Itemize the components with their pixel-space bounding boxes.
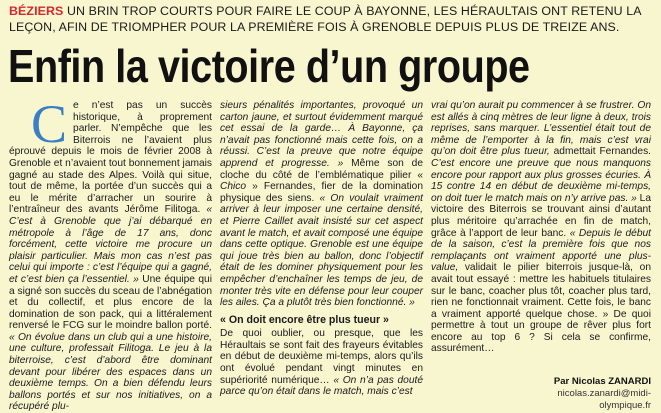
quote-text: « C’est à Grenoble que j’ai débarqué en métropole à l’âge de 17 ans, donc forcément, cette victoire me procure un plaisir particulier. Mais mon cas n’est pas celui qui importe : c’est l’équipe qui a gagné, et c’est bien ça l’essentiel. » — [9, 204, 212, 285]
paragraph — [220, 328, 423, 398]
article-column-1 — [9, 94, 212, 413]
article-column-3 — [431, 100, 651, 400]
paragraph-text: La victoire des Biterrois se trouvant ainsi d’autant plus méritoire qu’arrachée en fin de match, grâce à l’apport de leur banc. — [431, 192, 652, 239]
quote-text: « On n’a pas douté parce qu’on était dans le match, mais c’est — [220, 374, 423, 398]
paragraph-text: validait le pilier biterrois jusque-là, on avait tout essayé : mettre les habituels titulaires sur le banc, coacher plus tôt, coacher plus tard, rien ne fonctionnait vraiment. Cette fois, le banc a vraiment apporté quelque chose. » — [431, 262, 651, 320]
quote-text: « Depuis le début de la saison, c’est la première fois que nos remplaçants ont vraiment apporté une plus-value, — [431, 227, 651, 274]
paragraph-opening — [9, 94, 212, 413]
article-headline: Enfin la victoire d’un groupe — [8, 40, 530, 92]
paragraph-text: De quoi oublier, ou presque, que les Héraultais se sont fait des frayeurs évitables en début de deuxième mi-temps, alors qu’ils ont évolué pendant vingt minutes en supériorité numérique… — [220, 328, 423, 386]
quote-text: sieurs pénalités importantes, provoqué un carton jaune, et surtout évidemment marqué cet essai de la garde… À Bayonne, ça n’avait pas fonctionné mais cette fois, on a réussi. C’est la preuve que notre équipe apprend et progresse. » — [220, 100, 423, 169]
byline: Par Nicolas ZANARDI — [553, 376, 651, 387]
quote-text: vrai qu’on aurait pu commencer à se frustrer. On est allés à cinq mètres de leur ligne à deux, trois reprises, sans marquer. L’essentiel était tout de même de l’emporter à la fin, mais c’est vrai qu’on doit être plus tueur, — [431, 100, 651, 158]
paragraph-text: » Fernandes, fier de la domination physique des siens. — [220, 181, 423, 204]
kicker-location: BÉZIERS — [9, 4, 64, 18]
paragraph-text: admettait Fernandes. — [549, 146, 651, 158]
article-kicker — [9, 4, 654, 35]
kicker-text: UN BRIN TROP COURTS POUR FAIRE LE COUP À BAYONNE, LES HÉRAULTAIS ONT RETENU LA LEÇON, AFIN DE TRIOMPHER POUR LA PREMIÈRE FOIS À GRENOBLE DEPUIS PLUS DE TREIZE ANS. — [9, 4, 641, 34]
drop-cap: C — [31, 94, 68, 154]
paragraph-text: e n’est pas un succès historique, à proprement parler. N’empêche que les Biterrois ne l’avaient plus éprouvé depuis le mois de février 2008 à Grenoble et n’avaient tout bonnement jamais gagné au stade des Alpes. Voilà qui situe, tout de même, la portée d’un succès qui a eu le mérite d’arracher un sourire à l’entraîneur des avants Jérôme Filitoga. — [9, 100, 212, 216]
paragraph-text: Même son de cloche du côté de l’emblématique pilier « — [220, 157, 423, 181]
article-signature — [511, 376, 651, 412]
subheading: « On doit encore être plus tueur » — [220, 313, 389, 326]
quote-text: « On évolue dans un club qui a une histoire, une culture, professait Filitoga. Le jeu à la biterroise, c’est d’abord être dominant devant pour libérer des espaces dans un deuxième temps. On a bien défendu leurs ballons portés et sur nos initiatives, on a récupéré plu- — [9, 331, 212, 413]
quote-text: « On voulait vraiment arriver à leur imposer une certaine densité, et Pierre Caillet avait insisté sur cet aspect avant le match, et avait composé une équipe dans cette optique. Grenoble est une équipe qui joue très bien au ballon, donc l’objectif était de les dominer physiquement pour les empêcher d’enchaîner les temps de jeu, de monter très vite en défense pour leur couper les ailes. Ça a plutôt très bien fonctionné. » — [220, 192, 424, 309]
paragraph-text: De quoi permettre à tout un groupe de rêver plus fort encore au top 6 ? Si cela se confirme, assurément… — [431, 308, 651, 355]
quote-text: C’est encore une preuve que nous manquons encore pour rapport aux plus grosses écuries. À 15 contre 14 en début de deuxième mi-temps, on doit tuer le match mais on n’y arrive pas. » — [431, 157, 651, 204]
paragraph-text: Une équipe qui a signé son succès du sceau de l’abnégation et du collectif, et plus encore de la domination de son pack, qui a littéralement renversé le FCG sur le moindre ballon porté. — [9, 273, 212, 332]
article-column-2 — [220, 100, 423, 400]
paragraph — [431, 100, 651, 355]
paragraph — [220, 100, 423, 309]
nickname: Chico — [220, 181, 247, 193]
author-email: nicolas.zanardi@midi-olympique.fr — [557, 388, 651, 411]
